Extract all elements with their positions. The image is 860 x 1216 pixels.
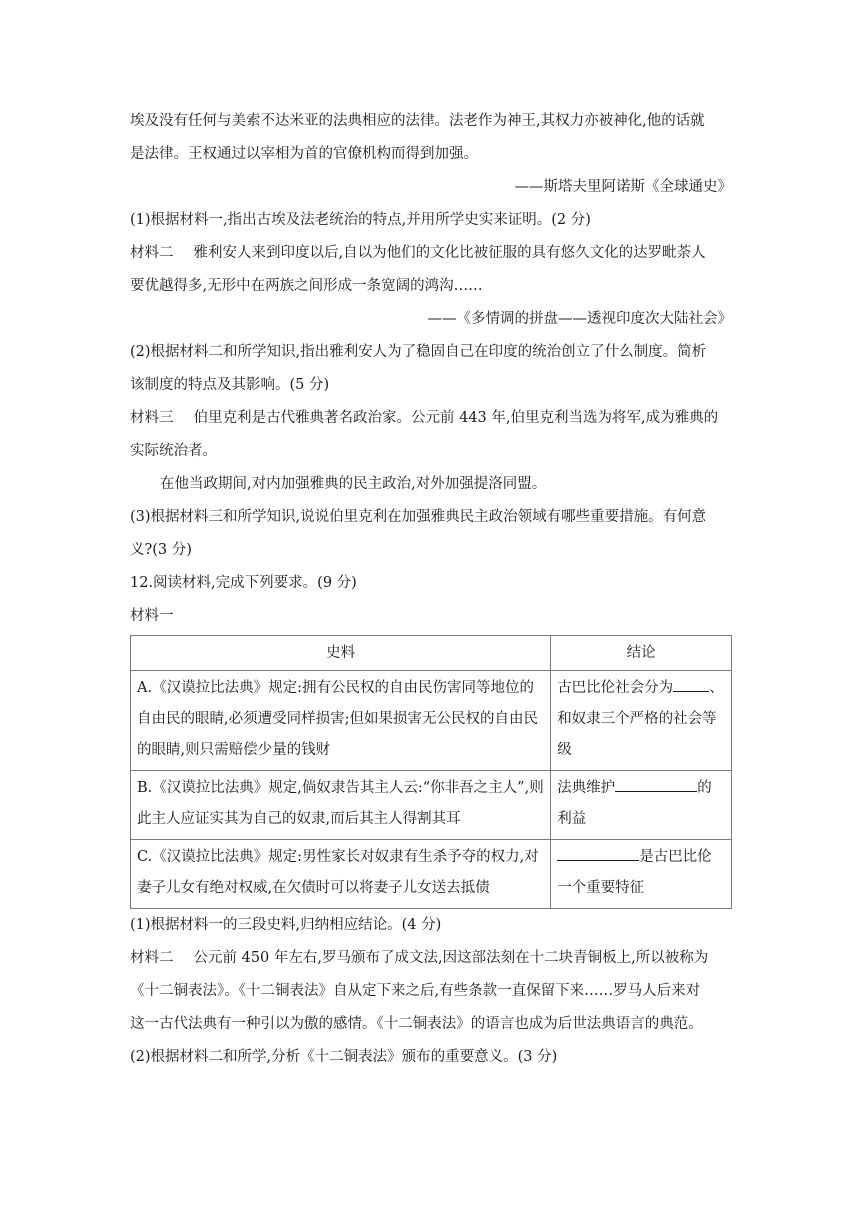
- material-three-label: 材料三: [130, 410, 174, 426]
- table-header-conclusion: 结论: [551, 636, 732, 671]
- table-cell-conclusion: [551, 771, 732, 840]
- question-12-material-two-label: 材料二: [130, 950, 174, 966]
- material-two-line-1: [130, 237, 732, 270]
- table-cell-conclusion: [551, 840, 732, 909]
- material-two-line-2: 要优越得多,无形中在两族之间形成一条宽阔的鸿沟……: [130, 278, 483, 294]
- table-cell-source: A.《汉谟拉比法典》规定:拥有公民权的自由民伤害同等地位的自由民的眼睛,必须遭受同样损害;但如果损害无公民权的自由民的眼睛,则只需赔偿少量的钱财: [131, 671, 551, 771]
- question-11-1: (1)根据材料一,指出古埃及法老统治的特点,并用所学史实来证明。(2 分): [130, 212, 591, 228]
- conclusion-text-after: 的利益: [557, 780, 712, 827]
- material-one-source: ——斯塔夫里阿诺斯《全球通史》: [514, 179, 732, 195]
- question-11-3-line-2: 义?(3 分): [130, 542, 192, 558]
- question-11-2-line-2: 该制度的特点及其影响。(5 分): [130, 377, 330, 393]
- table-header-source: 史料: [131, 636, 551, 671]
- question-11-2-line-1: (2)根据材料二和所学知识,指出雅利安人为了稳固自己在印度的统治创立了什么制度。简析: [130, 344, 707, 360]
- conclusion-text-before: 法典维护: [557, 780, 616, 796]
- question-12-material-two-line-2: 《十二铜表法》。《十二铜表法》自从定下来之后,有些条款一直保留下来……罗马人后来对: [130, 983, 701, 999]
- table-cell-source: B.《汉谟拉比法典》规定,倘奴隶告其主人云:“你非吾之主人”,则此主人应证实其为自己的奴隶,而后其主人得割其耳: [131, 771, 551, 840]
- conclusion-text-before: 古巴比伦社会分为: [557, 680, 674, 696]
- table-row: [131, 671, 732, 771]
- answer-blank[interactable]: [673, 675, 709, 692]
- table-row: [131, 771, 732, 840]
- question-12-material-one-label: 材料一: [130, 608, 174, 624]
- table-cell-source: C.《汉谟拉比法典》规定:男性家长对奴隶有生杀予夺的权力,对妻子儿女有绝对权威,在欠债时可以将妻子儿女送去抵债: [131, 840, 551, 909]
- question-12-title: 12.阅读材料,完成下列要求。(9 分): [130, 575, 357, 591]
- table-cell-conclusion: [551, 671, 732, 771]
- answer-blank[interactable]: [615, 775, 697, 792]
- question-12-material-two-text-1: 公元前 450 年左右,罗马颁布了成文法,因这部法刻在十二块青铜板上,所以被称为: [193, 950, 709, 966]
- answer-blank[interactable]: [557, 844, 639, 861]
- question-12-2: (2)根据材料二和所学,分析《十二铜表法》颁布的重要意义。(3 分): [130, 1049, 558, 1065]
- document-page: [130, 105, 732, 1074]
- question-12-material-two-line-1: [130, 942, 732, 975]
- material-two-text-1: 雅利安人来到印度以后,自以为他们的文化比被征服的具有悠久文化的达罗毗荼人: [193, 245, 706, 261]
- material-three-line-2: 实际统治者。: [130, 443, 217, 459]
- table-row: [131, 840, 732, 909]
- source-conclusion-table: [130, 635, 732, 909]
- material-one-line-2: 是法律。王权通过以宰相为首的官僚机构而得到加强。: [130, 146, 478, 162]
- material-one-line-1: 埃及没有任何与美索不达米亚的法典相应的法律。法老作为神王,其权力亦被神化,他的话就: [130, 113, 705, 129]
- table-header-row: [131, 636, 732, 671]
- material-three-text-1: 伯里克利是古代雅典著名政治家。公元前 443 年,伯里克利当选为将军,成为雅典的: [193, 410, 719, 426]
- question-11-3-line-1: (3)根据材料三和所学知识,说说伯里克利在加强雅典民主政治领域有哪些重要措施。有何意: [130, 509, 707, 525]
- material-two-source: ——《多情调的拼盘——透视印度次大陆社会》: [427, 311, 732, 327]
- question-12-material-two-line-3: 这一古代法典有一种引以为傲的感情。《十二铜表法》的语言也成为后世法典语言的典范。: [130, 1016, 703, 1032]
- material-three-line-1: [130, 402, 732, 435]
- question-12-1: (1)根据材料一的三段史料,归纳相应结论。(4 分): [130, 917, 442, 933]
- material-two-label: 材料二: [130, 245, 174, 261]
- conclusion-text-after: 、和奴隶三个严格的社会等级: [557, 680, 724, 758]
- material-three-line-3: 在他当政期间,对内加强雅典的民主政治,对外加强提洛同盟。: [160, 476, 547, 492]
- conclusion-text-after: 是古巴比伦一个重要特征: [557, 849, 712, 896]
